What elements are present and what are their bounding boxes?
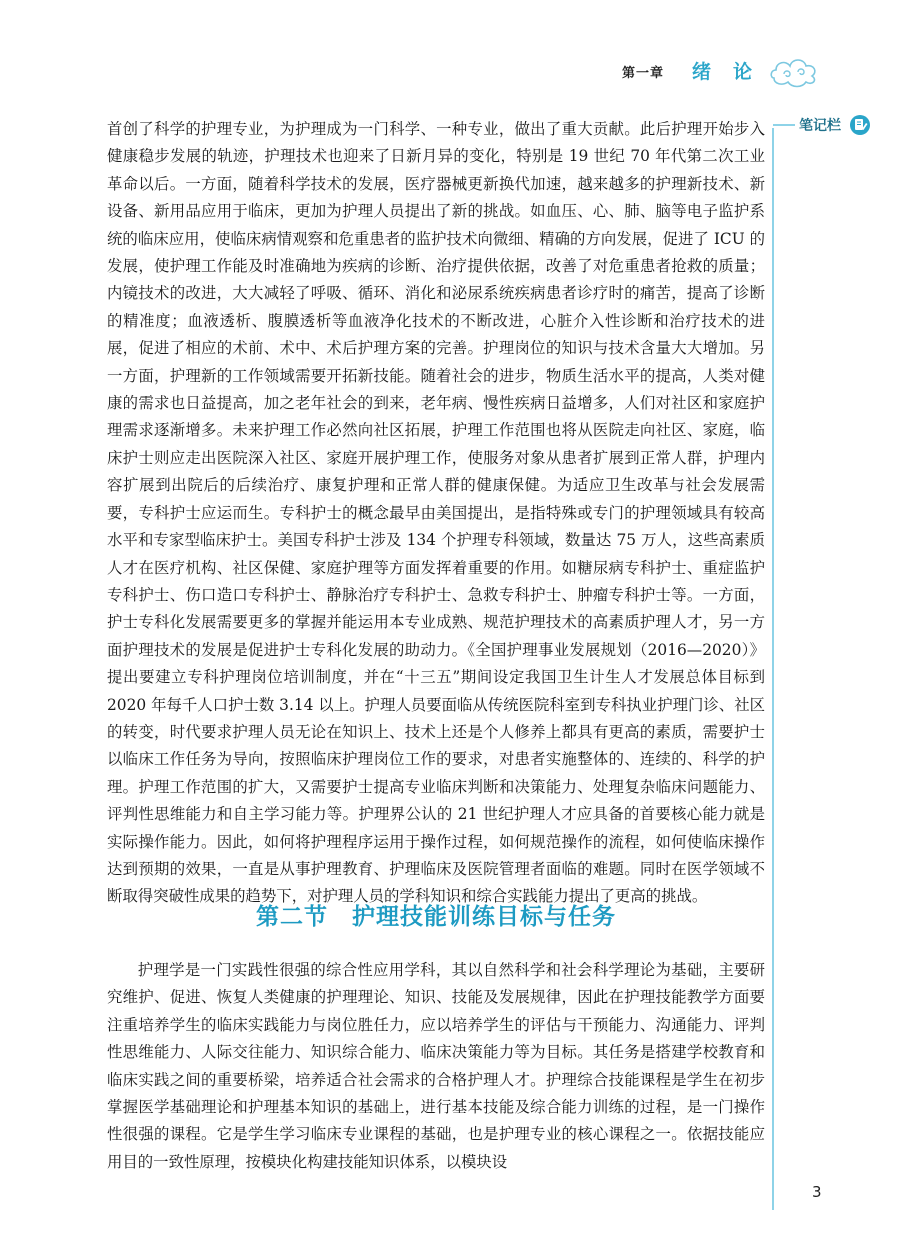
paragraph: 首创了科学的护理专业，为护理成为一门科学、一种专业，做出了重大贡献。此后护理开始步入健康稳步发展的轨迹，护理技术也迎来了日新月异的变化，特别是 19 世纪 70 年代第二次工业革命以后。一方面，随着科学技术的发展，医疗器械更新换代加速，越来越多的护理新技术、新设备、新用品应用于临床，更加为护理人员提出了新的挑战。如血压、心、肺、脑等电子监护系统的临床应用，使临床病情观察和危重患者的监护技术向微细、精确的方向发展，促进了 ICU 的发展，使护理工作能及时准确地为疾病的诊断、治疗提供依据，改善了对危重患者抢救的质量；内镜技术的改进，大大减轻了呼吸、循环、消化和泌尿系统疾病患者诊疗时的痛苦，提高了诊断的精准度；血液透析、腹膜透析等血液净化技术的不断改进，心脏介入性诊断和治疗技术的进展，促进了相应的术前、术中、术后护理方案的完善。护理岗位的知识与技术含量大大增加。另一方面，护理新的工作领域需要开拓新技能。随着社会的进步，物质生活水平的提高，人类对健康的需求也日益提高，加之老年社会的到来，老年病、慢性疾病日益增多，人们对社区和家庭护理需求逐渐增多。未来护理工作必然向社区拓展，护理工作范围也将从医院走向社区、家庭，临床护士则应走出医院深入社区、家庭开展护理工作，使服务对象从患者扩展到正常人群，护理内容扩展到出院后的后续治疗、康复护理和正常人群的健康保健。为适应卫生改革与社会发展需要，专科护士应运而生。专科护士的概念最早由美国提出，是指特殊或专门的护理领域具有较高水平和专家型临床护士。美国专科护士涉及 134 个护理专科领域，数量达 75 万人，这些高素质人才在医疗机构、社区保健、家庭护理等方面发挥着重要的作用。如糖尿病专科护士、重症监护专科护士、伤口造口专科护士、静脉治疗专科护士、急救专科护士、肿瘤专科护士等。一方面，护士专科化发展需要更多的掌握并能运用本专业成熟、规范护理技术的高素质护理人才，另一方面护理技术的发展是促进护士专科化发展的助动力。《全国护理事业发展规划（2016—2020）》提出要建立专科护理岗位培训制度，并在“十三五”期间设定我国卫生计生人才发展总体目标到 2020 年每千人口护士数 3.14 以上。护理人员要面临从传统医院科室到专科执业护理门诊、社区的转变，时代要求护理人员无论在知识上、技术上还是个人修养上都具有更高的素质，需要护士以临床工作任务为导向，按照临床护理岗位工作的要求，对患者实施整体的、连续的、科学的护理。护理工作范围的扩大，又需要护士提高专业临床判断和决策能力、处理复杂临床问题能力、评判性思维能力和自主学习能力等。护理界公认的 21 世纪护理人才应具备的首要核心能力就是实际操作能力。因此，如何将护理程序运用于操作过程，如何规范操作的流程，如何使临床操作达到预期的效果，一直是从事护理教育、护理临床及医院管理者面临的难题。同时在医学领域不断取得突破性成果的趋势下，对护理人员的学科知识和综合实践能力提出了更高的挑战。: [107, 120, 765, 906]
notes-label: 笔记栏: [799, 118, 841, 134]
paragraph: 护理学是一门实践性很强的综合性应用学科，其以自然科学和社会科学理论为基础，主要研究维护、促进、恢复人类健康的护理理论、知识、技能及发展规律，因此在护理技能教学方面要注重培养学生的临床实践能力与岗位胜任力，应以培养学生的评估与干预能力、沟通能力、评判性思维能力、人际交往能力、知识综合能力、临床决策能力等为目标。其任务是搭建学校教育和临床实践之间的重要桥梁，培养适合社会需求的合格护理人才。护理综合技能课程是学生在初步掌握医学基础理论和护理基本知识的基础上，进行基本技能及综合能力训练的过程，是一门操作性很强的课程。它是学生学习临床专业课程的基础，也是护理专业的核心课程之一。依据技能应用目的一致性原理，按模块化构建技能知识体系，以模块设: [107, 961, 765, 1171]
body-text-bottom: [107, 957, 765, 1176]
section-heading: 第二节 护理技能训练目标与任务: [256, 904, 616, 930]
margin-rule: [772, 128, 774, 1210]
notes-column-tab: [793, 111, 883, 139]
notebook-pencil-icon: [849, 114, 871, 136]
running-header: [600, 52, 815, 92]
cloud-ornament-icon: [768, 52, 820, 90]
chapter-label: 第一章: [622, 66, 665, 81]
body-text-top: [107, 116, 765, 911]
chapter-title: 绪论: [692, 61, 775, 83]
page-number: 3: [812, 1183, 822, 1201]
notes-tab-connector: [773, 124, 795, 126]
